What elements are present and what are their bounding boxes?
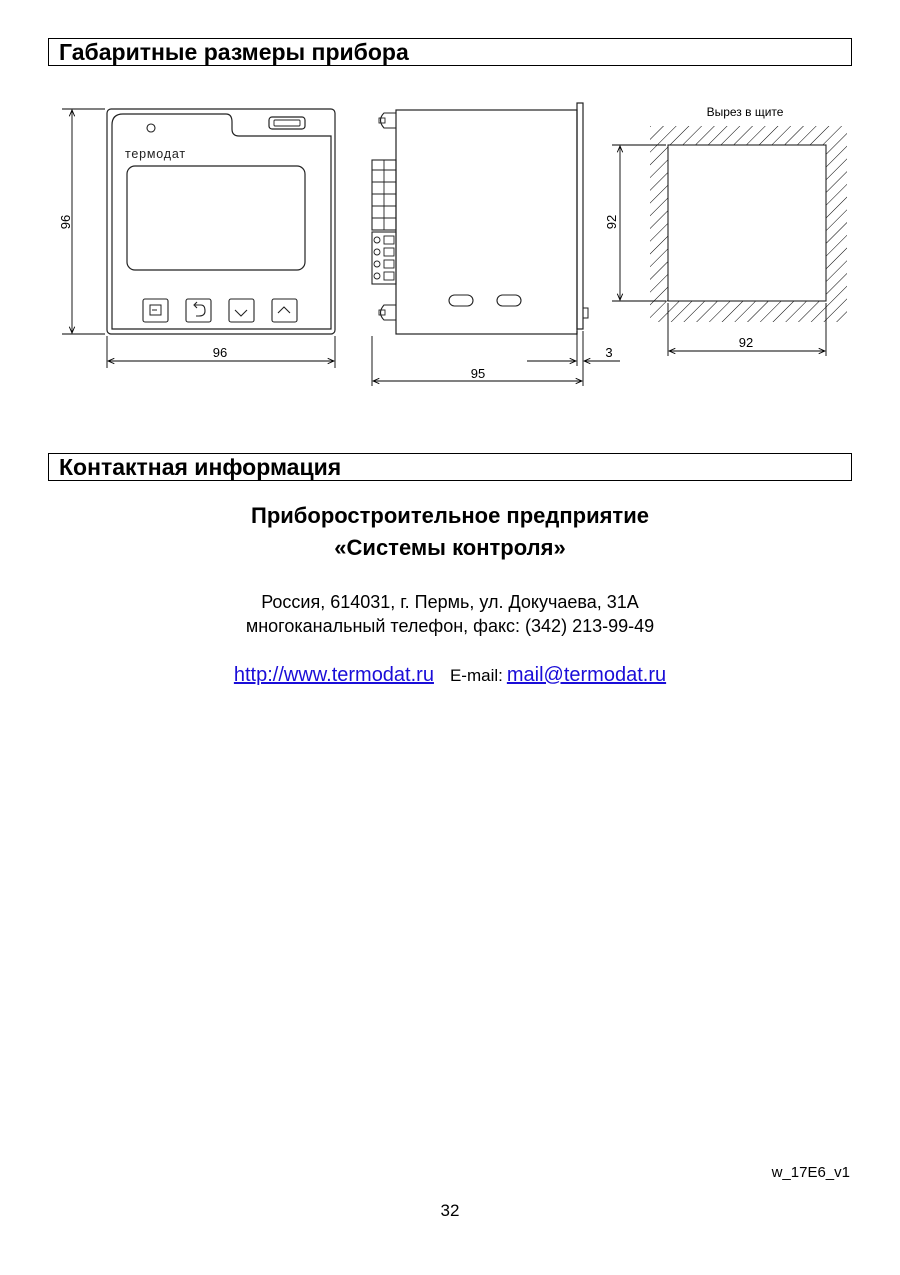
front-view xyxy=(58,109,335,368)
back-button-icon xyxy=(186,299,211,322)
section-title-dimensions: Габаритные размеры прибора xyxy=(48,38,852,66)
cutout-label: Вырез в щите xyxy=(706,105,784,119)
panel-cutout-view xyxy=(604,105,847,356)
brand-logo: термодат xyxy=(125,147,186,161)
led-indicator-icon xyxy=(147,124,155,132)
website-link[interactable]: http://www.termodat.ru xyxy=(233,664,434,686)
panel-thickness-label: 3 xyxy=(605,345,613,360)
company-address: Россия, 614031, г. Пермь, ул. Докучаева, 31А xyxy=(261,592,639,612)
cutout-width-label: 92 xyxy=(738,335,754,350)
display-screen xyxy=(127,166,305,270)
contact-links xyxy=(0,664,900,687)
cutout-height-label: 92 xyxy=(604,214,619,230)
page-number: 32 xyxy=(440,1201,460,1220)
up-button-icon xyxy=(272,299,297,322)
down-button-icon xyxy=(229,299,254,322)
company-phone: многоканальный телефон, факс: (342) 213-99-49 xyxy=(245,616,655,636)
document-code: w_17E6_v1 xyxy=(771,1164,850,1181)
front-height-label: 96 xyxy=(58,214,73,230)
email-label: E-mail: xyxy=(449,666,503,685)
front-width-label: 96 xyxy=(212,345,228,360)
dimensions-drawing xyxy=(0,90,900,400)
email-link[interactable]: mail@termodat.ru xyxy=(506,664,667,686)
menu-button-icon xyxy=(143,299,168,322)
section-title-contacts: Контактная информация xyxy=(48,453,852,481)
company-name-line2: «Системы контроля» xyxy=(334,535,566,560)
side-depth-label: 95 xyxy=(470,366,486,381)
side-view xyxy=(372,103,620,386)
company-name-line1: Приборостроительное предприятие xyxy=(251,503,649,528)
